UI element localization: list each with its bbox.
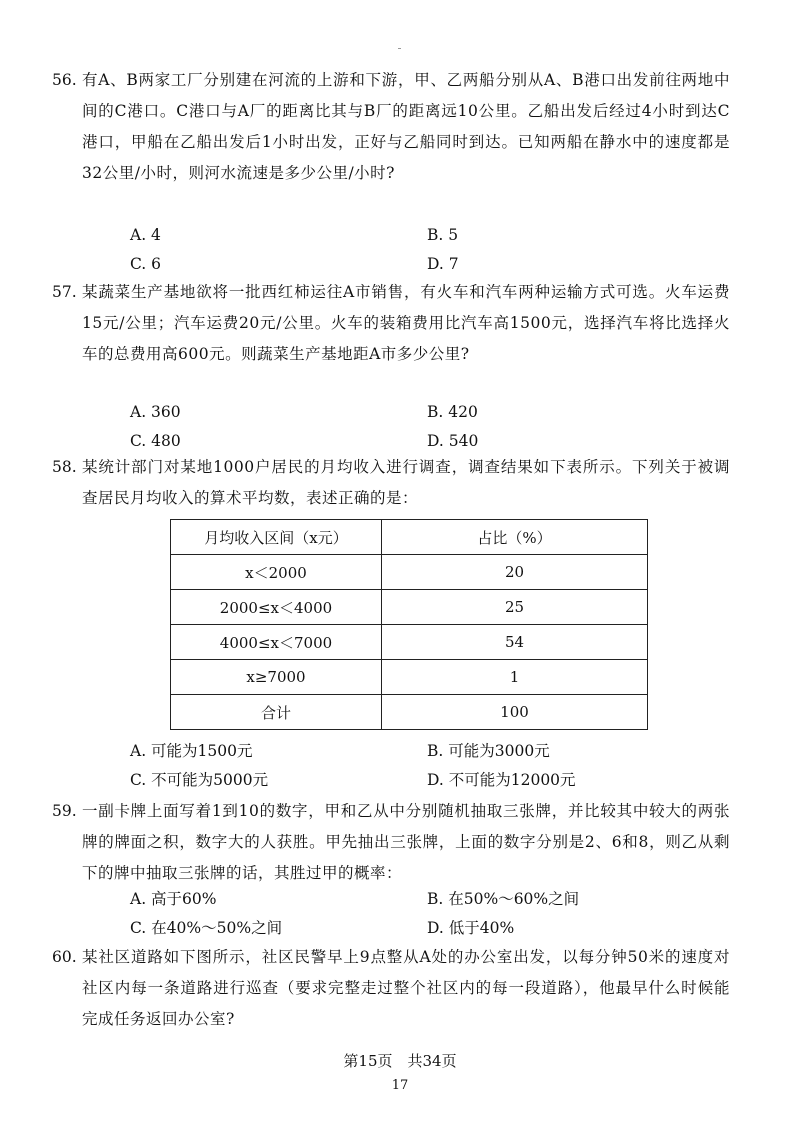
table-header-row [171, 520, 648, 555]
table-row [171, 625, 648, 660]
option-c[interactable]: C. 不可能为5000元 [130, 771, 269, 789]
table-cell: x≥7000 [171, 660, 382, 695]
question-number: 60. [52, 948, 77, 966]
question-59 [52, 796, 730, 942]
question-number: 59. [52, 802, 77, 820]
table-header: 月均收入区间（x元） [171, 520, 382, 555]
table-row [171, 660, 648, 695]
table-header: 占比（%） [382, 520, 648, 555]
option-c[interactable]: C. 在40%～50%之间 [130, 919, 283, 937]
table-cell: 4000≤x＜7000 [171, 625, 382, 660]
question-60 [52, 942, 730, 1035]
question-text: 一副卡牌上面写着1到10的数字，甲和乙从中分别随机抽取三张牌，并比较其中较大的两张牌的牌面之积，数字大的人获胜。甲先抽出三张牌，上面的数字分别是2、6和8，则乙从剩下的牌中抽取三张牌的话，其胜过甲的概率： [82, 802, 730, 882]
question-number: 58. [52, 458, 77, 476]
page-number: 17 [391, 1078, 409, 1093]
option-b[interactable]: B. 5 [427, 226, 459, 244]
question-text: 某统计部门对某地1000户居民的月均收入进行调查，调查结果如下表所示。下列关于被调查居民月均收入的算术平均数，表述正确的是： [82, 458, 730, 507]
question-number: 57. [52, 283, 77, 301]
option-d[interactable]: D. 不可能为12000元 [427, 771, 576, 789]
option-c[interactable]: C. 480 [130, 432, 181, 450]
option-a[interactable]: A. 可能为1500元 [130, 742, 253, 760]
option-c[interactable]: C. 6 [130, 255, 162, 273]
table-cell: 1 [382, 660, 648, 695]
table-cell: 合计 [171, 695, 382, 730]
income-table [170, 519, 648, 730]
table-cell: x＜2000 [171, 555, 382, 590]
question-58-options [82, 736, 730, 794]
question-number: 56. [52, 71, 77, 89]
table-cell: 20 [382, 555, 648, 590]
options [82, 736, 730, 794]
option-a[interactable]: A. 高于60% [130, 890, 217, 908]
option-d[interactable]: D. 540 [427, 432, 479, 450]
question-text: 某蔬菜生产基地欲将一批西红柿运往A市销售，有火车和汽车两种运输方式可选。火车运费15元/公里；汽车运费20元/公里。火车的装箱费用比汽车高1500元，选择汽车将比选择火车的总费用高600元。则蔬菜生产基地距A市多少公里? [82, 283, 730, 363]
question-56 [52, 65, 730, 278]
table-cell: 54 [382, 625, 648, 660]
table-cell: 25 [382, 590, 648, 625]
table-cell: 2000≤x＜4000 [171, 590, 382, 625]
question-text: 有A、B两家工厂分别建在河流的上游和下游，甲、乙两船分别从A、B港口出发前往两地中间的C港口。C港口与A厂的距离比其与B厂的距离远10公里。乙船出发后经过4小时到达C港口，甲船在乙船出发后1小时出发，正好与乙船同时到达。已知两船在静水中的速度都是32公里/小时，则河水流速是多少公里/小时? [82, 71, 730, 182]
table-row [171, 555, 648, 590]
question-57 [52, 277, 730, 455]
scan-mark [398, 48, 401, 49]
table-cell: 100 [382, 695, 648, 730]
option-d[interactable]: D. 低于40% [427, 919, 515, 937]
question-text: 某社区道路如下图所示，社区民警早上9点整从A处的办公室出发，以每分钟50米的速度对社区内每一条道路进行巡查（要求完整走过整个社区内的每一段道路），他最早什么时候能完成任务返回办公室? [82, 948, 730, 1028]
option-b[interactable]: B. 可能为3000元 [427, 742, 550, 760]
options [82, 884, 730, 942]
page-label: 第15页 共34页 [343, 1052, 457, 1070]
table-row [171, 695, 648, 730]
options [82, 220, 730, 278]
option-b[interactable]: B. 420 [427, 403, 478, 421]
question-58 [52, 452, 730, 514]
option-b[interactable]: B. 在50%～60%之间 [427, 890, 580, 908]
option-d[interactable]: D. 7 [427, 255, 459, 273]
option-a[interactable]: A. 4 [130, 226, 161, 244]
option-a[interactable]: A. 360 [130, 403, 181, 421]
options [82, 397, 730, 455]
table-row [171, 590, 648, 625]
